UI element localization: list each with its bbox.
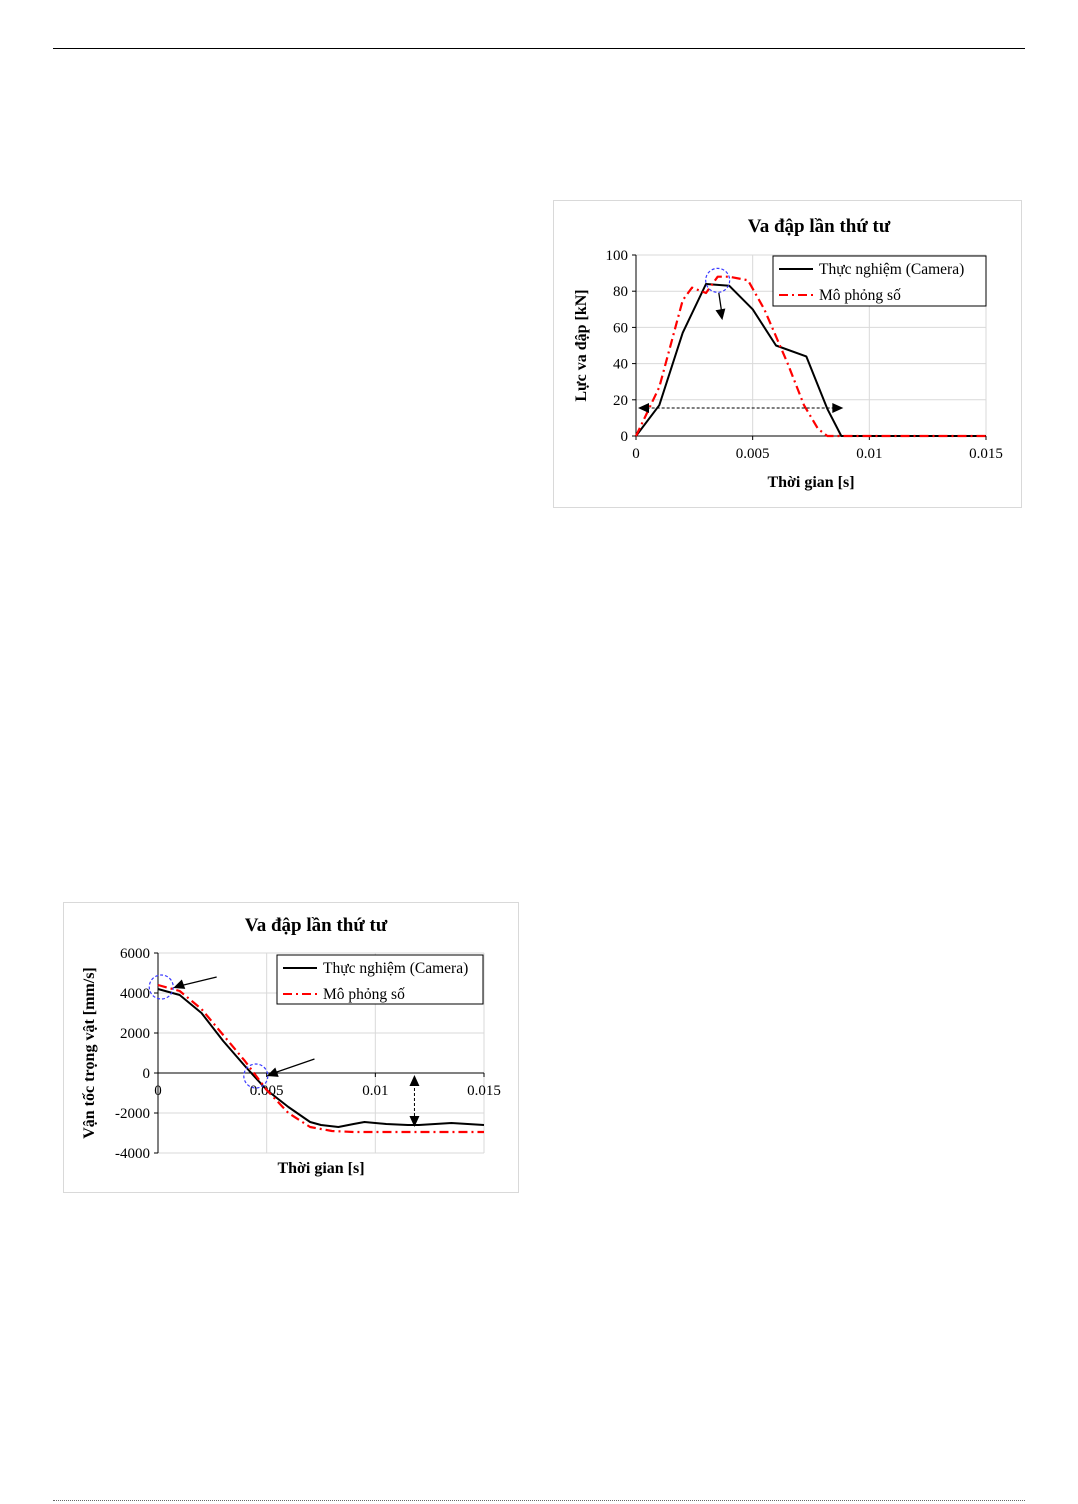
y-tick-label: 6000: [120, 946, 150, 962]
impact-force-svg: [554, 201, 1021, 507]
x-tick-label: 0.015: [467, 1083, 501, 1099]
y-tick-label: 0: [142, 1066, 150, 1082]
legend: [773, 256, 986, 306]
y-axis-label: Vận tốc trọng vật [mm/s]: [81, 967, 98, 1139]
y-tick-label: 60: [613, 320, 628, 337]
impact-force-chart: [553, 200, 1022, 508]
y-tick-label: 100: [605, 248, 628, 264]
x-tick-label: 0.005: [735, 446, 770, 462]
y-tick-label: 0: [620, 429, 628, 445]
y-tick-label: 80: [613, 284, 628, 301]
chart-title: Va đập lần thứ tư: [747, 216, 891, 237]
y-tick-label: 2000: [120, 1026, 150, 1042]
series-line-simulation: [158, 985, 484, 1132]
series-line-experiment: [158, 989, 484, 1127]
velocity-chart: [63, 902, 519, 1193]
legend-entry: Thực nghiệm (Camera): [323, 960, 469, 977]
y-tick-label: -2000: [115, 1106, 150, 1122]
y-tick-label: -4000: [115, 1146, 150, 1162]
x-tick-label: 0.01: [856, 446, 883, 462]
x-tick-label: 0.005: [249, 1083, 284, 1099]
series-line-experiment: [636, 284, 986, 436]
x-tick-label: 0.01: [362, 1083, 389, 1099]
x-axis-label: Thời gian [s]: [767, 474, 855, 491]
legend-entry: Mô phỏng số: [323, 986, 405, 1003]
duration-arrow-head-left: [638, 403, 649, 413]
rebound-arrow-head-top: [409, 1075, 419, 1086]
page-footer-rule: [53, 1500, 1025, 1501]
x-tick-label: 0: [154, 1083, 162, 1099]
zero-crossing-arrow-head: [267, 1068, 279, 1077]
peak-highlight-circle: [706, 268, 730, 292]
initial-velocity-arrow-head: [173, 980, 185, 989]
zero-crossing-arrow-line: [271, 1059, 314, 1074]
x-tick-label: 0.015: [969, 446, 1003, 462]
y-tick-label: 4000: [120, 986, 150, 1002]
peak-arrow-head: [715, 308, 725, 320]
x-tick-label: 0: [632, 446, 640, 462]
legend-entry: Thực nghiệm (Camera): [819, 261, 965, 278]
velocity-svg: [64, 903, 518, 1192]
y-tick-label: 20: [613, 392, 628, 409]
legend: [277, 955, 483, 1004]
x-axis-label: Thời gian [s]: [277, 1160, 365, 1177]
y-axis-label: Lực va đập [kN]: [573, 289, 590, 402]
duration-arrow-head-right: [832, 403, 843, 413]
chart-title: Va đập lần thứ tư: [244, 915, 388, 936]
y-tick-label: 40: [613, 356, 628, 373]
page-header-rule: [53, 48, 1025, 49]
legend-entry: Mô phỏng số: [819, 287, 901, 304]
